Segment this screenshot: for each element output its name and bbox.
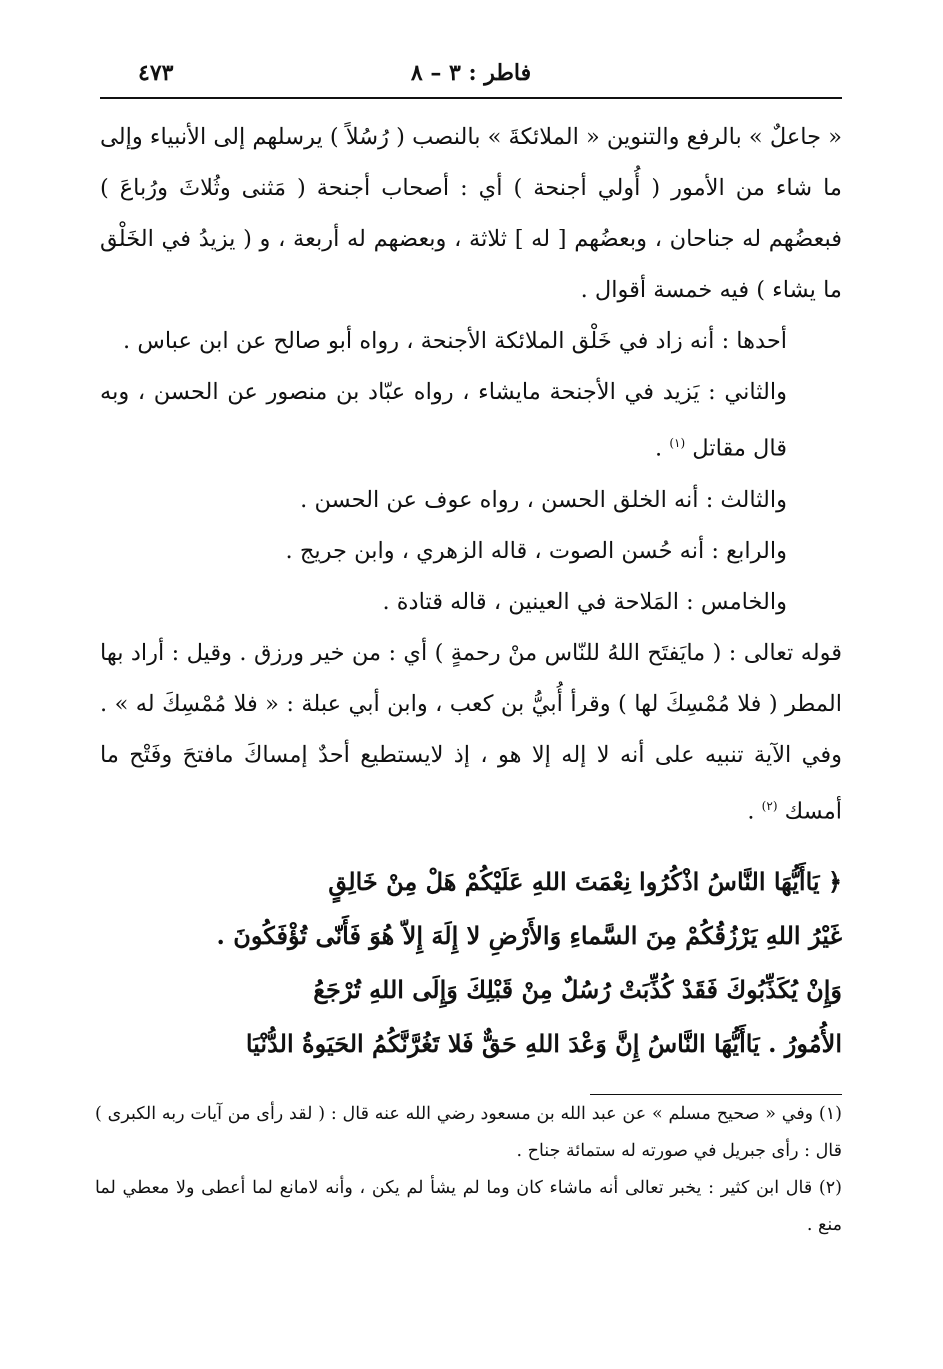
footnote-ref: (١) — [669, 436, 686, 450]
verse-line: ﴿ يَاأَيُّهَا النَّاسُ اذْكُرُوا نِعْمَتَ اللهِ عَلَيْكُمْ هَلْ مِنْ خَالِقٍ — [328, 867, 842, 896]
verse-line: الأُمُورُ . يَاأَيُّهَا النَّاسُ إِنَّ وَعْدَ اللهِ حَقٌّ فَلا تَغُرَّنَّكُمُ الحَيَوةُ الدُّنْيَا — [245, 1029, 842, 1058]
page-number: ٤٧٣ — [138, 60, 174, 86]
surah-reference: فاطر : ٣ – ٨ — [410, 60, 532, 86]
paragraph: أحدها : أنه زاد في خَلْق الملائكة الأجنحة ، رواه أبو صالح عن ابن عباس . — [123, 328, 787, 354]
quran-verse — [100, 855, 842, 1071]
footnote: (١) وفي « صحيح مسلم » عن عبد الله بن مسعود رضي الله عنه قال : ( لقد رأى من آيات ربه الكبرى ) قال : رأى جبريل في صورته له ستمائة جناح . — [95, 1104, 842, 1161]
footnote: (٢) قال ابن كثير : يخبر تعالى أنه ماشاء كان وما لم يشأ لم يكن ، وأنه لامانع لما أعطى ولا معطي لما منع . — [95, 1178, 842, 1235]
paragraph-text: والثاني : يَزيد في الأجنحة مايشاء ، رواه عبّاد بن منصور عن الحسن ، وبه قال مقاتل — [100, 379, 787, 462]
footnote-divider — [590, 1094, 842, 1095]
verse-line: وَإِنْ يُكَذِّبُوكَ فَقَدْ كُذِّبَتْ رُسُلٌ مِنْ قَبْلِكَ وَإِلَى اللهِ تُرْجَعُ — [313, 975, 842, 1004]
paragraph: والخامس : المَلاحة في العينين ، قاله قتادة . — [382, 588, 787, 615]
footnote-ref: (٢) — [761, 798, 778, 813]
paragraph-end: . — [747, 798, 762, 824]
paragraph-text: قوله تعالى : ( مايَفتَح اللهُ للنّاس منْ رحمةٍ ) أي : من خير ورزق . وقيل : أراد بها المطر ( فلا مُمْسِكَ لها ) وقرأ أُبيُّ بن كعب ، وابن أبي عبلة : « فلا مُمْسِكَ له » . وفي الآية تنبيه على أنه لا إله إلا هو ، إذ لايستطيع أحدٌ إمساكَ مافتحَ وفَتْح ما أمسك — [100, 639, 842, 824]
commentary-text — [100, 112, 842, 837]
page-header — [100, 58, 842, 94]
header-divider — [100, 97, 842, 99]
footnotes — [95, 1096, 842, 1244]
verse-line: غَيْرُ اللهِ يَرْزُقُكُمْ مِنَ السَّماءِ وَالأَرْضِ لا إِلَهَ إِلاّ هُوَ فَأَنّى تُؤْفَكُونَ . — [216, 921, 842, 950]
paragraph — [100, 367, 842, 475]
paragraph: « جاعلٌ » بالرفع والتنوين « الملائكةَ » بالنصب ( رُسُلاً ) يرسلهم إلى الأنبياء وإلى ما شاء من الأمور ( أُولي أجنحة ) أي : أصحاب أجنحة ( مَثنى وثُلاثَ ورُباعَ ) فبعضُهم له جناحان ، وبعضُهم [ له ] ثلاثة ، وبعضهم له أربعة ، و ( يزيدُ في الخَلْق ما يشاء ) فيه خمسة أقوال . — [100, 124, 842, 303]
paragraph — [100, 628, 842, 838]
paragraph: والثالث : أنه الخلق الحسن ، رواه عوف عن الحسن . — [300, 486, 787, 513]
paragraph-end: . — [655, 435, 670, 462]
paragraph: والرابع : أنه حُسن الصوت ، قاله الزهري ، وابن جريج . — [285, 537, 787, 564]
